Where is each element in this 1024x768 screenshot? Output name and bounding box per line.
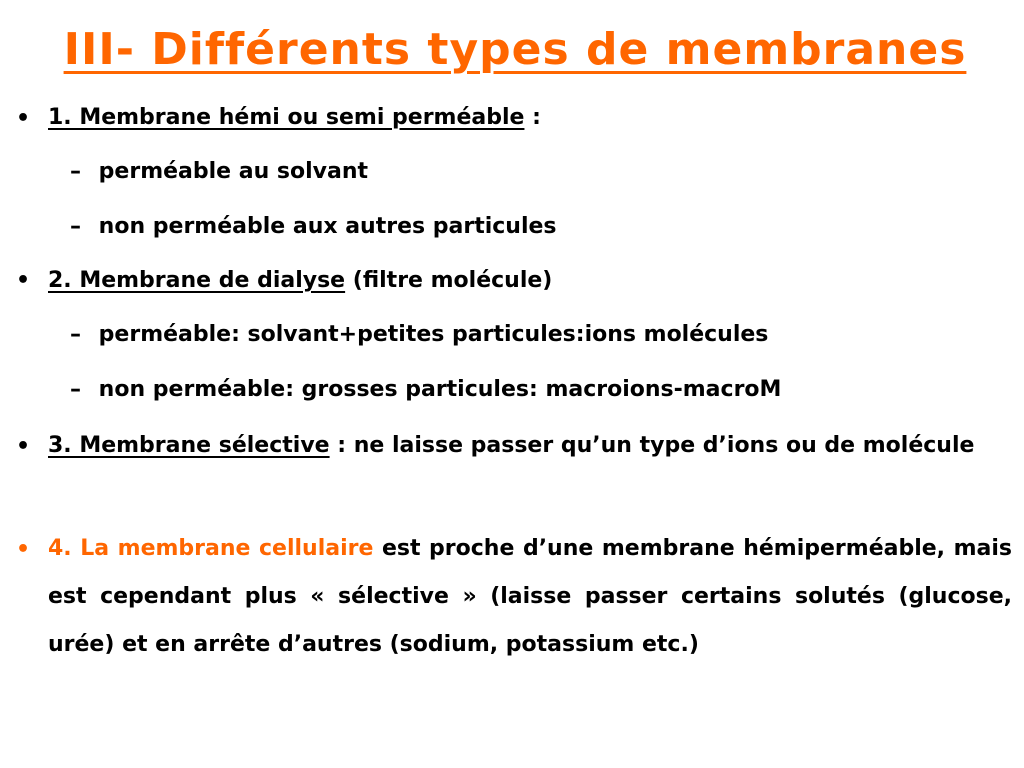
bullet-3-marker: • <box>16 434 31 459</box>
bullet-3 <box>48 422 1012 470</box>
bullet-2-sub-1-text: perméable: solvant+petites particules:ions molécules <box>98 322 769 347</box>
bullet-1-marker: • <box>16 106 31 131</box>
slide-title: III- Différents types de membranes <box>63 24 967 75</box>
bullet-1-sub-1-text: perméable au solvant <box>98 159 369 184</box>
bullet-1 <box>48 103 541 133</box>
bullet-4-marker: • <box>16 537 31 562</box>
bullet-2-marker: • <box>16 268 31 293</box>
bullet-1-heading: 1. Membrane hémi ou semi perméable <box>48 105 525 130</box>
bullet-2 <box>48 266 552 296</box>
bullet-2-sub-2-text: non perméable: grosses particules: macroions-macroM <box>98 377 782 402</box>
bullet-3-text: : ne laisse passer qu’un type d’ions ou de molécule <box>329 433 975 458</box>
bullet-1-sub-2 <box>70 212 557 242</box>
bullet-2-suffix: (filtre molécule) <box>345 268 553 293</box>
bullet-4 <box>48 525 1012 669</box>
dash-marker: – <box>70 214 81 239</box>
bullet-1-sub-1 <box>70 157 368 187</box>
bullet-3-heading: 3. Membrane sélective <box>48 433 330 458</box>
bullet-2-sub-2 <box>70 375 781 405</box>
bullet-4-text: est proche d’une membrane hémiperméable, mais est cependant plus « sélective » (laisse passer certains solutés (glucose, urée) et en arrête d’autres (sodium, potassium etc.) <box>48 536 1012 657</box>
bullet-1-suffix: : <box>524 105 541 130</box>
bullet-2-heading: 2. Membrane de dialyse <box>48 268 346 293</box>
dash-marker: – <box>70 377 81 402</box>
bullet-2-sub-1 <box>70 320 768 350</box>
bullet-4-heading: 4. La membrane cellulaire <box>48 536 374 561</box>
dash-marker: – <box>70 322 81 347</box>
bullet-1-sub-2-text: non perméable aux autres particules <box>98 214 557 239</box>
dash-marker: – <box>70 159 81 184</box>
